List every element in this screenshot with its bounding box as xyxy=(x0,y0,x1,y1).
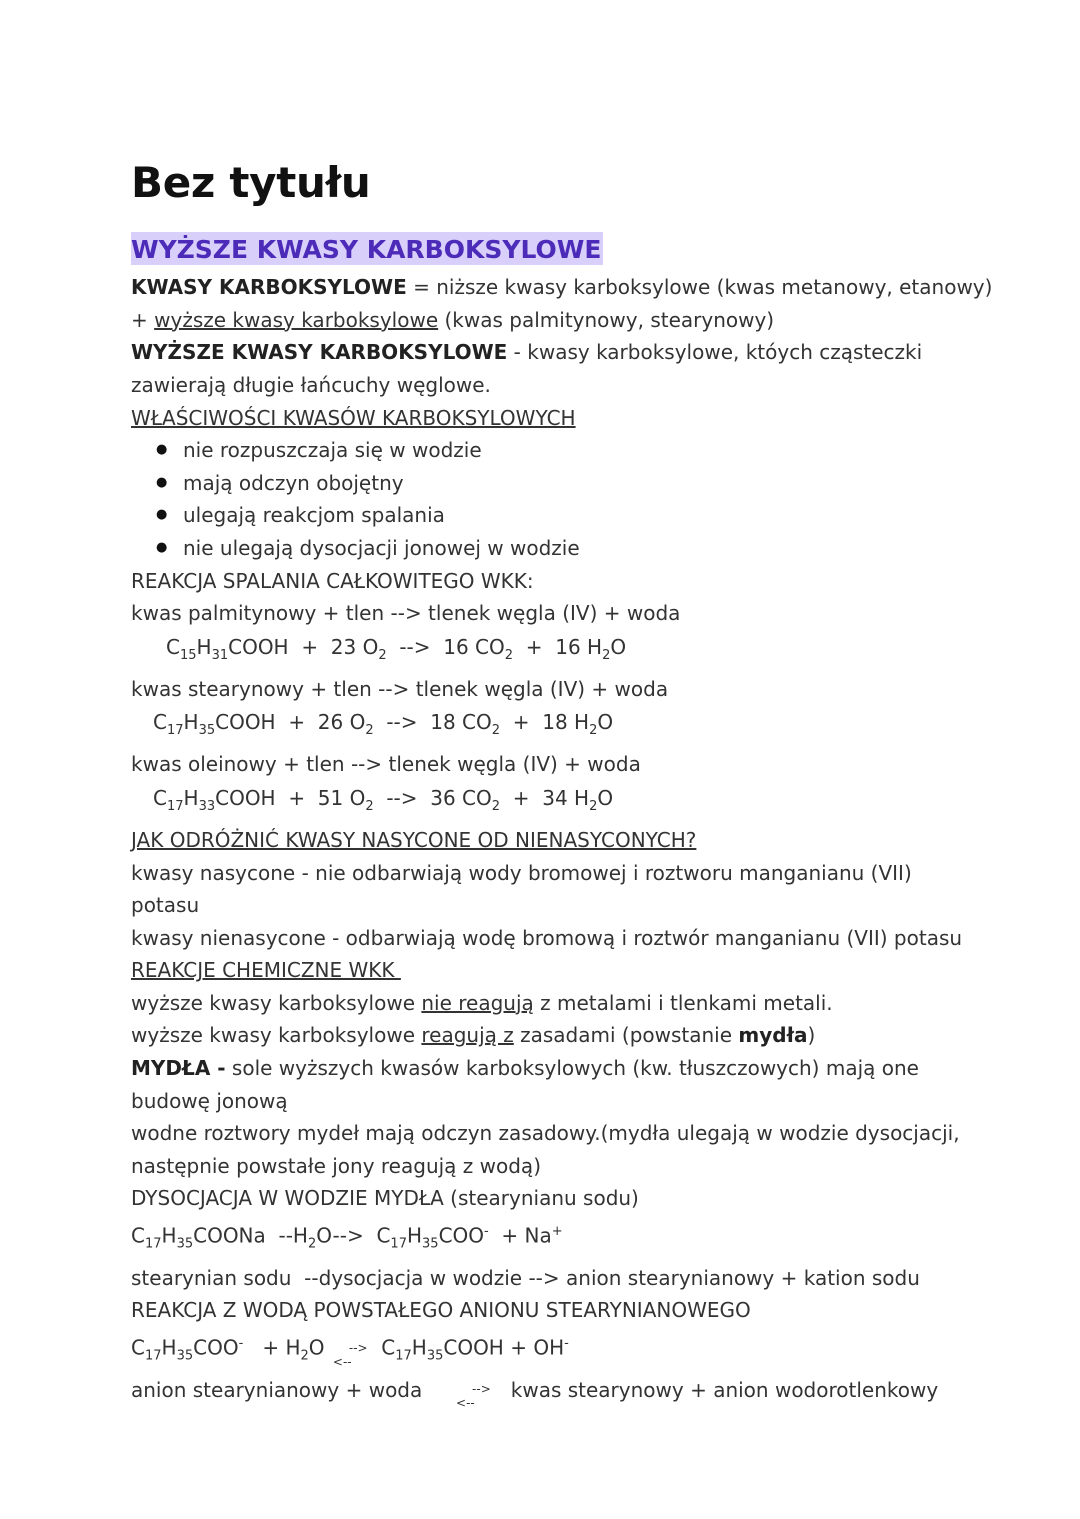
properties-heading: WŁAŚCIWOŚCI KWASÓW KARBOKSYLOWYCH xyxy=(131,405,576,430)
equilibrium-arrow-icon: --> <-- xyxy=(456,1382,491,1411)
section-heading: WYŻSZE KWASY KARBOKSYLOWE xyxy=(131,232,603,265)
chemical-equation: $C_{15}H_{31}COOH + 23$ $O_2$ --> 16 $CO_2 + 16$ $H_2O$ xyxy=(166,634,627,663)
list-item: ● nie rozpuszczaja się w wodzie xyxy=(131,434,951,467)
paragraph-line: wyższe kwasy karboksylowe reagują z zasadami (powstanie mydła) xyxy=(131,1023,816,1048)
paragraph-line: kwasy nienasycone - odbarwiają wodę bromową i roztwór manganianu (VII) potasu xyxy=(131,925,963,950)
definition-line: + wyższe kwasy karboksylowe (kwas palmitynowy, stearynowy) xyxy=(131,307,775,332)
paragraph-line: MYDŁA - sole wyższych kwasów karboksylowych (kw. tłuszczowych) mają one xyxy=(131,1056,919,1081)
chemical-equation: $C_{17}H_{35}COOH + 26$ $O_2$ --> 18 $CO_2 + 18$ $H_2O$ xyxy=(153,710,614,739)
document-title: Bez tytułu xyxy=(131,158,371,207)
list-item: ● nie ulegają dysocjacji jonowej w wodzie xyxy=(131,532,951,565)
saturated-heading: JAK ODRÓŻNIĆ KWASY NASYCONE OD NIENASYCONYCH? xyxy=(131,827,697,852)
paragraph-line: następnie powstałe jony reagują z wodą) xyxy=(131,1153,541,1178)
reaction-words: anion stearynianowy + woda --> <-- kwas stearynowy + anion wodorotlenkowy xyxy=(131,1377,939,1411)
definition-line: KWASY KARBOKSYLOWE = niższe kwasy karboksylowe (kwas metanowy, etanowy) xyxy=(131,275,993,300)
reaction-words: kwas oleinowy + tlen --> tlenek węgla (IV) + woda xyxy=(131,752,641,777)
combustion-heading: REAKCJA SPALANIA CAŁKOWITEGO WKK: xyxy=(131,568,534,593)
paragraph-line: wyższe kwasy karboksylowe nie reagują z metalami i tlenkami metali. xyxy=(131,990,833,1015)
chemical-equation: $C_{17}H_{35}COONa$ $--H_2O--> C_{17}H_{35}COO^- + Na^+$ xyxy=(131,1223,563,1252)
reaction-words: kwas palmitynowy + tlen --> tlenek węgla (IV) + woda xyxy=(131,601,681,626)
anion-heading: REAKCJA Z WODĄ POWSTAŁEGO ANIONU STEARYNIANOWEGO xyxy=(131,1298,751,1323)
definition-line: zawierają długie łańcuchy węglowe. xyxy=(131,372,491,397)
chemical-equation: $C_{17}H_{33}COOH + 51$ $O_2$ --> 36 $CO_2 + 34$ $H_2O$ xyxy=(153,785,614,814)
list-item: ● mają odczyn obojętny xyxy=(131,467,951,500)
list-item: ● ulegają reakcjom spalania xyxy=(131,499,951,532)
paragraph-line: potasu xyxy=(131,893,200,918)
reactions-heading: REAKCJE CHEMICZNE WKK xyxy=(131,958,401,983)
document-page xyxy=(131,158,993,1411)
paragraph-line: wodne roztwory mydeł mają odczyn zasadowy.(mydła ulegają w wodzie dysocjacji, xyxy=(131,1121,960,1146)
paragraph-line: budowę jonową xyxy=(131,1088,288,1113)
dissociation-heading: DYSOCJACJA W WODZIE MYDŁA (stearynianu sodu) xyxy=(131,1186,639,1211)
chemical-equation: $C_{17}H_{35}COO^- + H_2O$ --> <-- $C_{17}H_{35}COOH + OH^-$ xyxy=(131,1335,569,1370)
definition-line: WYŻSZE KWASY KARBOKSYLOWE - kwasy karboksylowe, któych cząsteczki xyxy=(131,340,923,365)
reaction-words: stearynian sodu --dysocjacja w wodzie --> anion stearynianowy + kation sodu xyxy=(131,1265,920,1290)
reaction-words: kwas stearynowy + tlen --> tlenek węgla (IV) + woda xyxy=(131,676,669,701)
equilibrium-arrow-icon: --> <-- xyxy=(332,1341,368,1370)
properties-list xyxy=(131,434,951,564)
paragraph-line: kwasy nasycone - nie odbarwiają wody bromowej i roztworu manganianu (VII) xyxy=(131,860,912,885)
